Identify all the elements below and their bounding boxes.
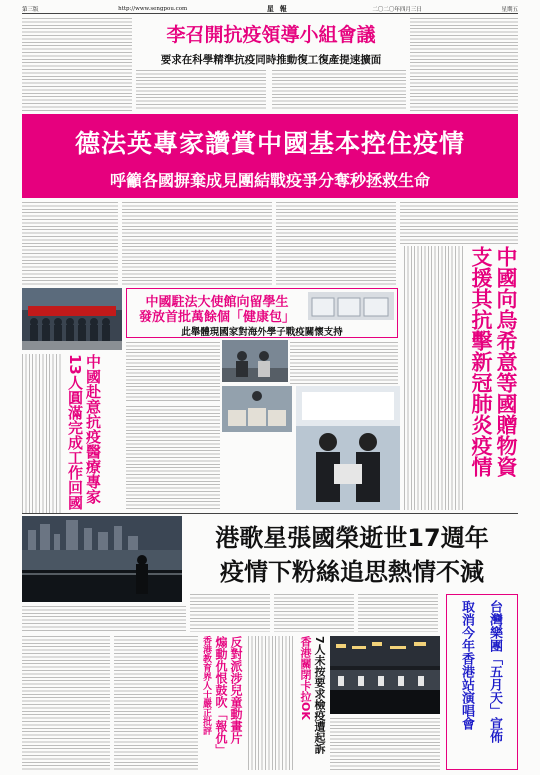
article-text-block <box>404 246 464 510</box>
border-headline-col1: 7人未按要求檢疫遭起訴 <box>313 636 326 754</box>
article-text-block <box>22 202 118 286</box>
taiwan-headline-col2: 取消今年香港站演唱會 <box>459 600 474 730</box>
masthead: 星報 <box>266 4 293 13</box>
page-number: 第三版 <box>22 6 39 13</box>
anti-dispute-headline-col1: 反對派涉兒童動畫片 <box>229 636 243 744</box>
medical-team-photo <box>22 288 122 350</box>
article-text-block <box>136 70 266 110</box>
article-text-block <box>400 202 518 244</box>
ukraine-headline-col1: 中國向烏希意等國贈物資 <box>494 246 518 477</box>
site-url[interactable]: http://www.sengpou.com <box>118 5 188 12</box>
article-text-block <box>190 594 270 632</box>
article-text-block <box>276 202 396 286</box>
banner-subhead: 呼籲各國摒棄成見團結戰疫爭分奪秒拯救生命 <box>109 171 430 190</box>
article-text-block <box>274 594 354 632</box>
embassy-headline-line2: 發放首批萬餘個「健康包」 <box>138 310 295 325</box>
article-text-block <box>410 18 518 112</box>
top-story-headline: 李召開抗疫領導小組會議 <box>166 24 376 46</box>
article-text-block <box>358 594 438 632</box>
article-text-block <box>248 636 294 770</box>
weekday: 星期五 <box>501 6 518 13</box>
taiwan-story-headline <box>452 600 508 764</box>
leslie-headline-line2: 疫情下粉絲追思熱情不減 <box>220 558 484 586</box>
leslie-headline-line1: 港歌星張國榮逝世17週年 <box>215 524 489 552</box>
page-header <box>22 4 518 14</box>
article-text-block <box>22 18 132 112</box>
embassy-headline-line1: 中國駐法大使館向留學生 <box>145 295 289 310</box>
article-text-block <box>330 718 440 770</box>
top-story-subhead: 要求在科學精準抗疫同時推動復工復產提速擴面 <box>160 54 382 66</box>
issue-date: 二〇二〇年四月三日 <box>372 6 422 13</box>
embassy-subhead: 此舉體現國家對海外學子戰疫關懷支持 <box>181 327 343 338</box>
article-text-block <box>126 342 220 402</box>
article-text-block <box>114 636 198 770</box>
anti-dispute-headline <box>198 636 243 770</box>
italy-headline-col2: 13人圓滿完成工作回國 <box>66 354 84 510</box>
donation-handover-photo <box>296 386 400 510</box>
article-text-block <box>122 202 272 286</box>
anti-dispute-headline-col2: 煽動仇恨鼓吹「報仇」 <box>214 636 228 756</box>
taiwan-headline-col1: 台灣樂團「五月天」宣佈 <box>487 600 502 743</box>
section-divider <box>22 513 518 514</box>
italy-headline-col1: 中國赴意抗疫醫療專家 <box>84 354 102 504</box>
article-text-block <box>272 70 406 110</box>
border-story-headline <box>298 636 326 770</box>
harbour-night-photo <box>22 516 182 602</box>
article-text-block <box>22 636 110 770</box>
lead-banner <box>22 114 518 198</box>
anti-dispute-byline: 香港教育界人士嚴正批評 <box>201 636 211 735</box>
border-headline-col2: 香港關閉卡拉OK <box>299 636 312 720</box>
embassy-photo-masks <box>308 292 394 320</box>
ukraine-story-headline <box>468 246 518 510</box>
embassy-photo-packages <box>222 386 292 432</box>
article-text-block <box>290 342 398 386</box>
article-text-block <box>22 354 62 514</box>
karaoke-street-photo <box>330 636 440 714</box>
ukraine-headline-col2: 支援其抗擊新冠肺炎疫情 <box>469 246 493 477</box>
article-text-block <box>22 606 186 632</box>
article-text-block <box>126 406 220 510</box>
embassy-photo-students <box>222 340 288 382</box>
italy-story-headline <box>66 354 102 514</box>
banner-headline: 德法英專家讚賞中國基本控住疫情 <box>74 129 465 158</box>
